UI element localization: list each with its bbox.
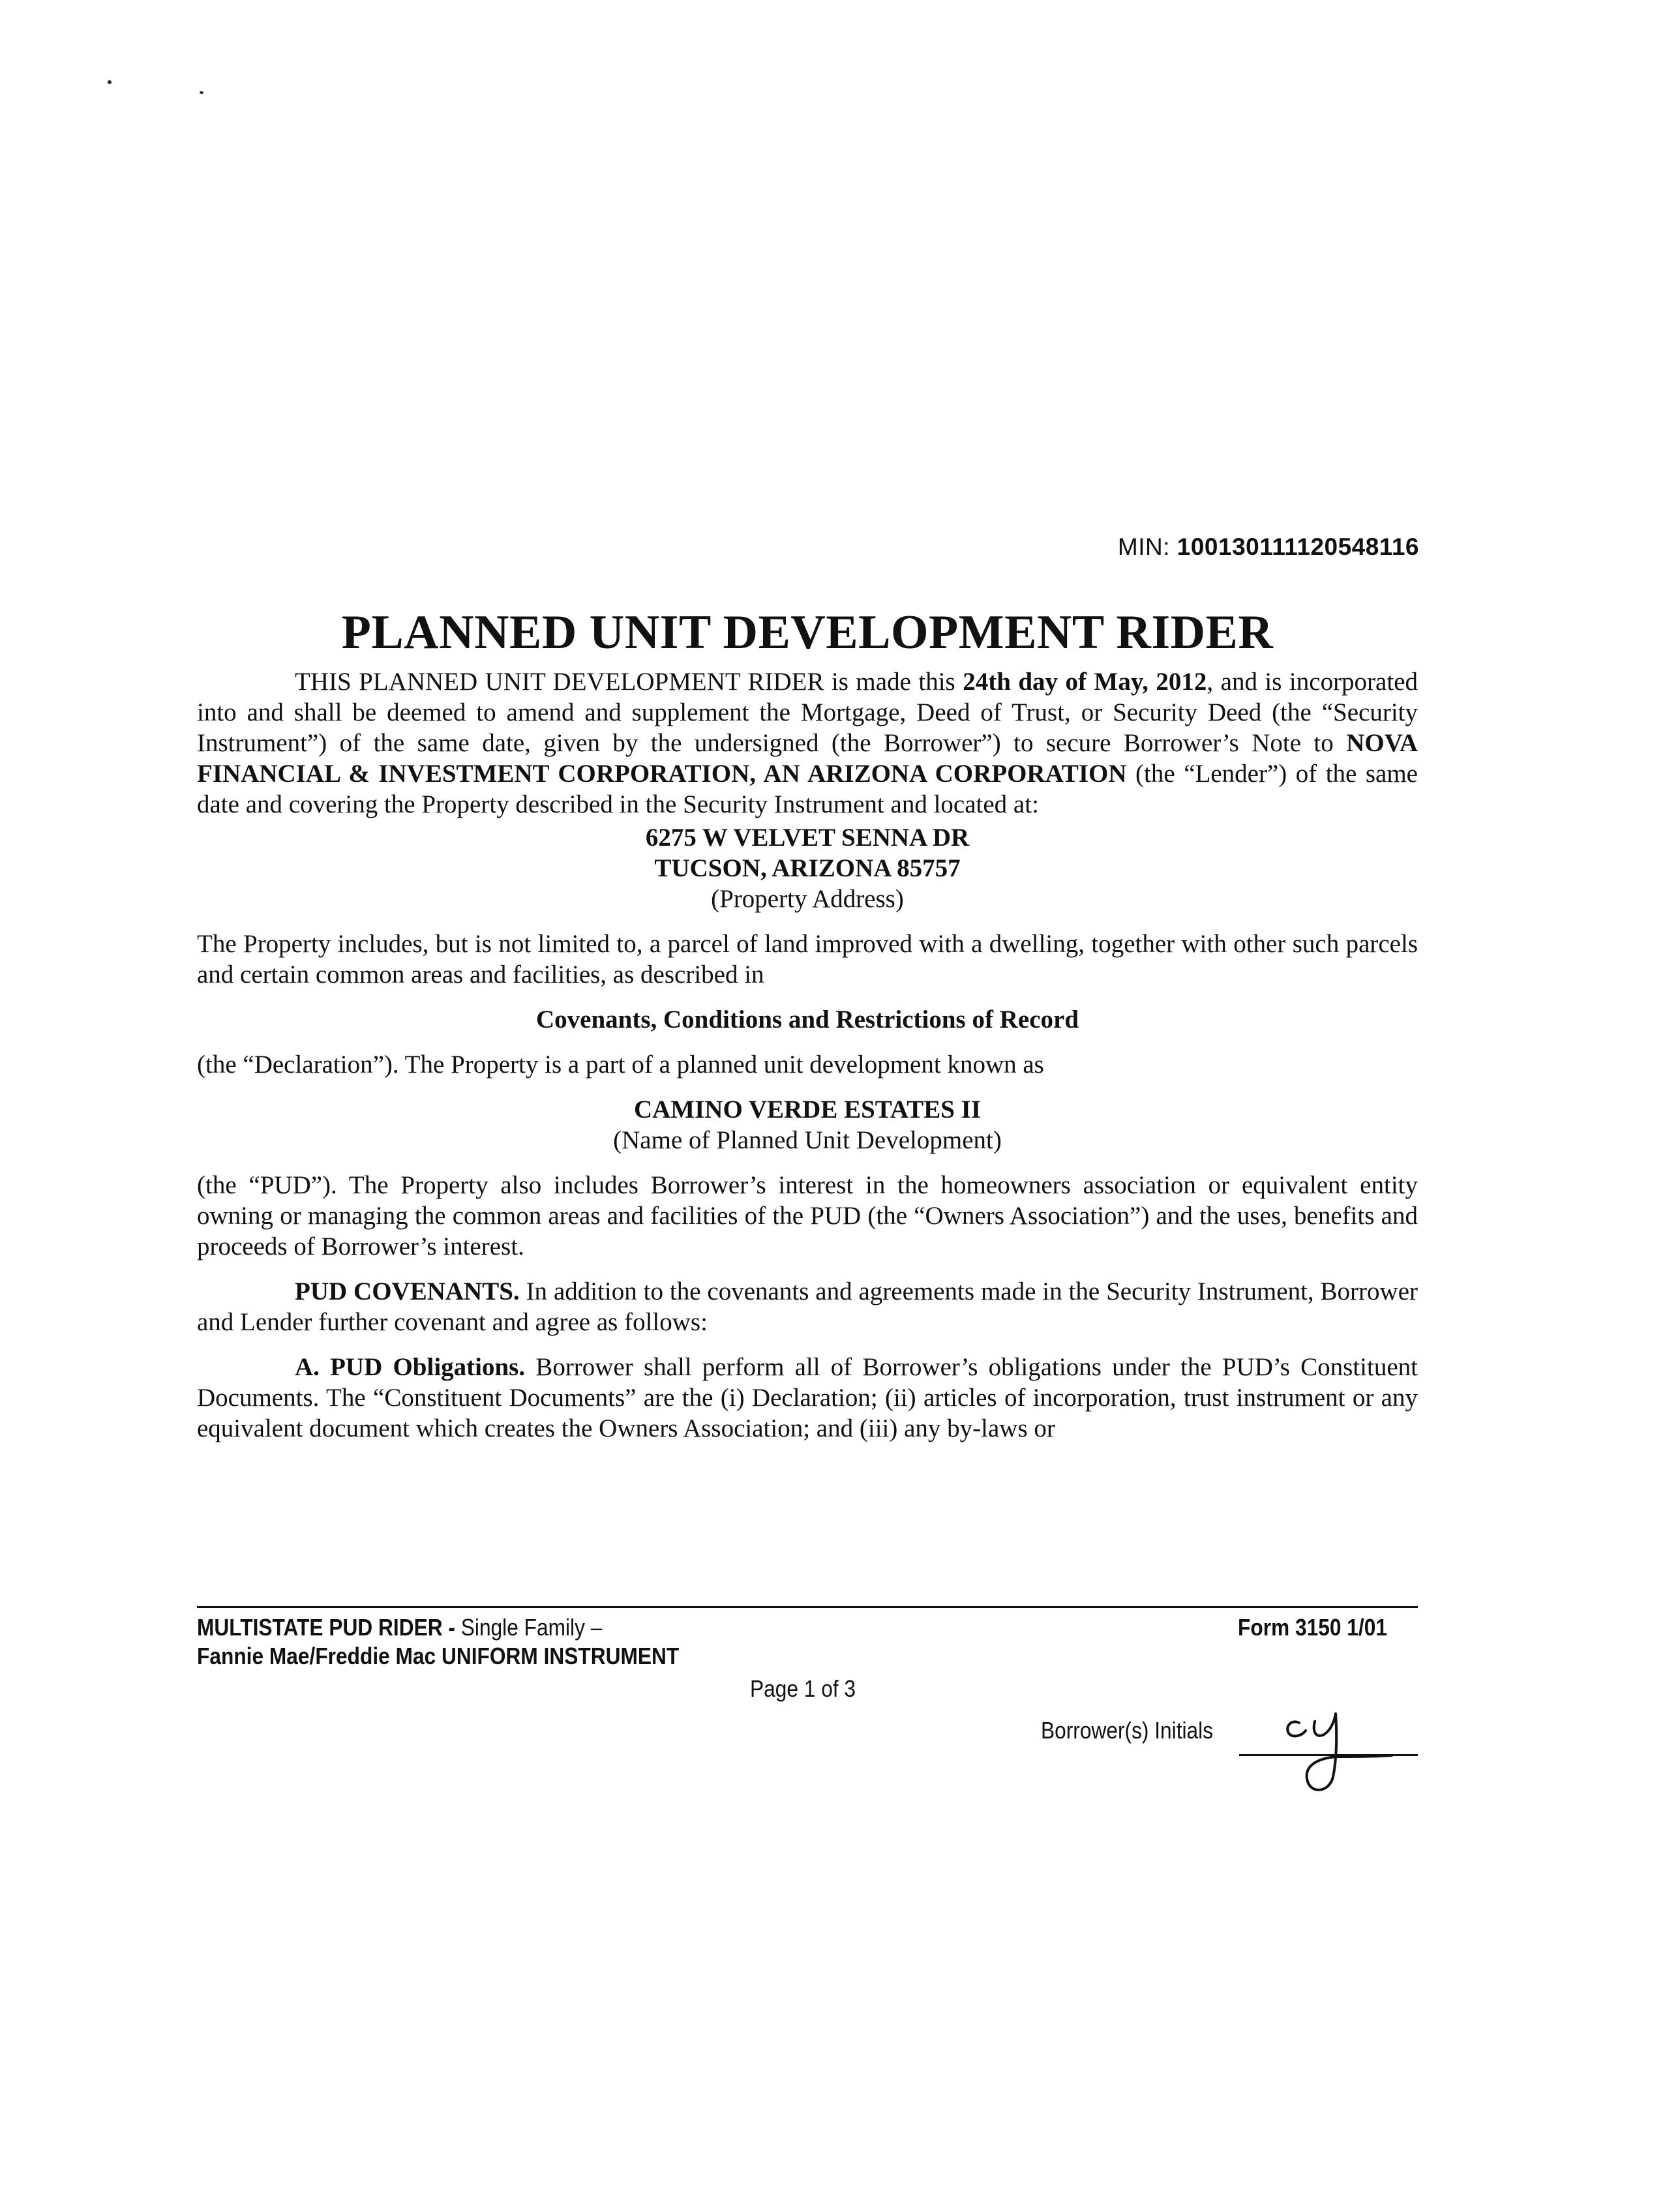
declaration-title-text: Covenants, Conditions and Restrictions of Record (535, 1006, 1079, 1034)
min-value: 100130111120548116 (1177, 533, 1419, 560)
intro-text-3: (the “Lender”) of the same date and covering the Property described in the Security Instrument and located at: (197, 760, 1418, 818)
obligations-paragraph (197, 1352, 1418, 1444)
document-title: PLANNED UNIT DEVELOPMENT RIDER (341, 606, 1274, 659)
form-title: MULTISTATE PUD RIDER - (197, 1614, 455, 1641)
borrower-initials-signature (1277, 1695, 1394, 1800)
initials-label: Borrower(s) Initials (1041, 1717, 1214, 1744)
pud-name: CAMINO VERDE ESTATES II (633, 1096, 982, 1124)
footer-divider (197, 1606, 1418, 1608)
min-number (1118, 533, 1419, 561)
covenants-text: In addition to the covenants and agreements made in the Security Instrument, Borrower and Lender further covenant and agree as follows: (197, 1277, 1418, 1336)
intro-text-2: , and is incorporated into and shall be deemed to amend and supplement the Mortgage, Deed of Trust, or Security Deed (the “Security Instrument”) of the same date, given by the undersigned (the Borrower”) to secure Borrower’s Note to (197, 668, 1418, 757)
address-line-2: TUCSON, ARIZONA 85757 (654, 854, 961, 882)
declaration-paragraph: (the “Declaration”). The Property is a part of a planned unit development known as (197, 1051, 1044, 1079)
property-paragraph: The Property includes, but is not limited to, a parcel of land improved with a dwelling, together with other such parcels and certain common areas and facilities, as described in (197, 930, 1418, 989)
address-line-1: 6275 W VELVET SENNA DR (645, 824, 970, 852)
obligations-heading: A. PUD Obligations. (295, 1353, 526, 1381)
intro-text-1: THIS PLANNED UNIT DEVELOPMENT RIDER is made this (295, 668, 963, 696)
pud-name-block (197, 1094, 1418, 1155)
declaration-title (197, 1004, 1418, 1035)
document-body (197, 606, 1418, 1444)
form-identifier (197, 1613, 679, 1671)
scan-speck (108, 80, 112, 84)
pud-paragraph: (the “PUD”). The Property also includes Borrower’s interest in the homeowners association or equivalent entity owning or managing the common areas and facilities of the PUD (the “Owners Association”) and the uses, benefits and proceeds of Borrower’s interest. (197, 1171, 1418, 1260)
covenants-paragraph (197, 1276, 1418, 1337)
covenants-heading: PUD COVENANTS. (295, 1277, 520, 1305)
page-number: Page 1 of 3 (750, 1675, 856, 1702)
rider-date: 24th day of May, 2012 (963, 668, 1207, 696)
intro-paragraph (197, 666, 1418, 820)
form-number-text: Form 3150 1/01 (1238, 1614, 1387, 1641)
pud-caption: (Name of Planned Unit Development) (613, 1126, 1002, 1154)
property-address (197, 822, 1418, 914)
lender-name: NOVA FINANCIAL & INVESTMENT CORPORATION, AN ARIZONA CORPORATION (197, 729, 1418, 788)
form-subtitle: Single Family – (455, 1614, 603, 1641)
scan-speck (200, 91, 203, 94)
obligations-text: Borrower shall perform all of Borrower’s obligations under the PUD’s Constituent Documents. The “Constituent Documents” are the (i) Declaration; (ii) articles of incorporation, trust instrument or any equivalent document which creates the Owners Association; and (iii) any by-laws or (197, 1353, 1418, 1442)
address-caption: (Property Address) (711, 885, 904, 913)
min-label: MIN: (1117, 533, 1170, 560)
form-number (1238, 1613, 1387, 1642)
uniform-instrument: Fannie Mae/Freddie Mac UNIFORM INSTRUMENT (197, 1643, 680, 1669)
